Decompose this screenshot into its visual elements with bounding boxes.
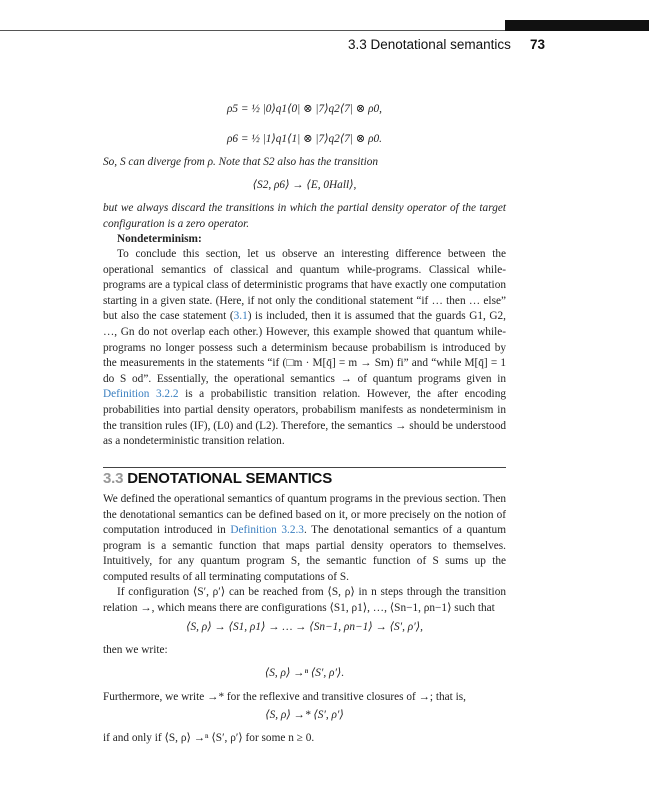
furthermore-text: Furthermore, we write →* for the reflexive and transitive closures of →; that is, xyxy=(103,691,466,703)
discard-text: but we always discard the transitions in which the partial density operator of the target configuration is a zero operator. xyxy=(103,202,506,230)
nondeterminism-paragraph xyxy=(103,247,506,450)
nondeterminism-heading: Nondeterminism: xyxy=(117,233,202,245)
diverge-text: So, S can diverge from ρ. Note that S2 also has the transition xyxy=(103,156,379,168)
ref-def-3-2-2-link[interactable]: Definition 3.2.2 xyxy=(103,388,179,401)
header-bar xyxy=(505,20,649,31)
equation-transition: ⟨S2, ρ6⟩ → ⟨E, 0Hall⟩, xyxy=(252,179,357,191)
equation-rho5: ρ5 = ½ |0⟩q1⟨0| ⊗ |7⟩q2⟨7| ⊗ ρ0, xyxy=(226,103,382,115)
para-text: is a probabilistic transition relation. However, the after encoding probabilities into partial density operators, probabilism manifests as nondeterminism in the transition rules (IF), (L0) and (L2). Therefore, the semantics → should be understood as a nondeterministic transition relation. xyxy=(103,388,506,448)
ref-3-1-link[interactable]: 3.1 xyxy=(233,310,248,323)
section-rule xyxy=(103,467,506,468)
para-text: ) is included, then it is assumed that the guards G1, G2, …, Gn do not overlap each other.) However, this example showed that quantum while-programs no longer possess such a determinism because probabilism is introduced by the measurements in the statements “if (□m · M[q̄] = m → Sm) fi” and “while M[q̄] = 1 do S od”. Essentially, the operational semantics → of quantum programs given in xyxy=(103,310,506,385)
ref-def-3-2-3-link[interactable]: Definition 3.2.3 xyxy=(230,524,304,537)
equation-chain: ⟨S, ρ⟩ → ⟨S1, ρ1⟩ → … → ⟨Sn−1, ρn−1⟩ → ⟨S′, ρ′⟩, xyxy=(186,621,423,633)
configuration-paragraph: If configuration ⟨S′, ρ′⟩ can be reached from ⟨S, ρ⟩ in n steps through the transition relation →, which means there are configurations ⟨S1, ρ1⟩, …, ⟨Sn−1, ρn−1⟩ such that xyxy=(103,586,506,614)
section-heading xyxy=(103,470,332,487)
then-write-text: then we write: xyxy=(103,644,168,656)
section-title: DENOTATIONAL SEMANTICS xyxy=(127,470,332,487)
equation-star: ⟨S, ρ⟩ →* ⟨S′, ρ′⟩ xyxy=(265,709,344,721)
running-header: 3.3 Denotational semantics xyxy=(348,37,511,52)
equation-rho6: ρ6 = ½ |1⟩q1⟨1| ⊗ |7⟩q2⟨7| ⊗ ρ0. xyxy=(226,133,382,145)
para-text: To conclude this section, let us observe an interesting difference between the operational semantics of classical and quantum while-programs. Classical while-programs are a typical class of deterministic programs that have exactly one computation starting in a given state. (Here, if not only the conditional statement “if … then … else” but also the case statement ( xyxy=(103,248,506,323)
page-number: 73 xyxy=(530,37,546,52)
header-rule xyxy=(0,30,505,31)
iff-text: if and only if ⟨S, ρ⟩ →ⁿ ⟨S′, ρ′⟩ for some n ≥ 0. xyxy=(103,732,315,744)
equation-n-steps: ⟨S, ρ⟩ →ⁿ ⟨S′, ρ′⟩. xyxy=(264,667,345,679)
para-text: . The denotational semantics of a quantum program is a semantic function that maps partial density operators to themselves. Intuitively, for any quantum program S, the semantic function of S sums up the computed results of all terminating computations of S. xyxy=(103,524,506,583)
para-text: We defined the operational semantics of quantum programs in the previous section. Then the denotational semantics can be defined based on it, or more precisely on the notion of computation introduced in xyxy=(103,493,506,537)
denotational-paragraph xyxy=(103,492,506,586)
section-number: 3.3 xyxy=(103,470,124,487)
